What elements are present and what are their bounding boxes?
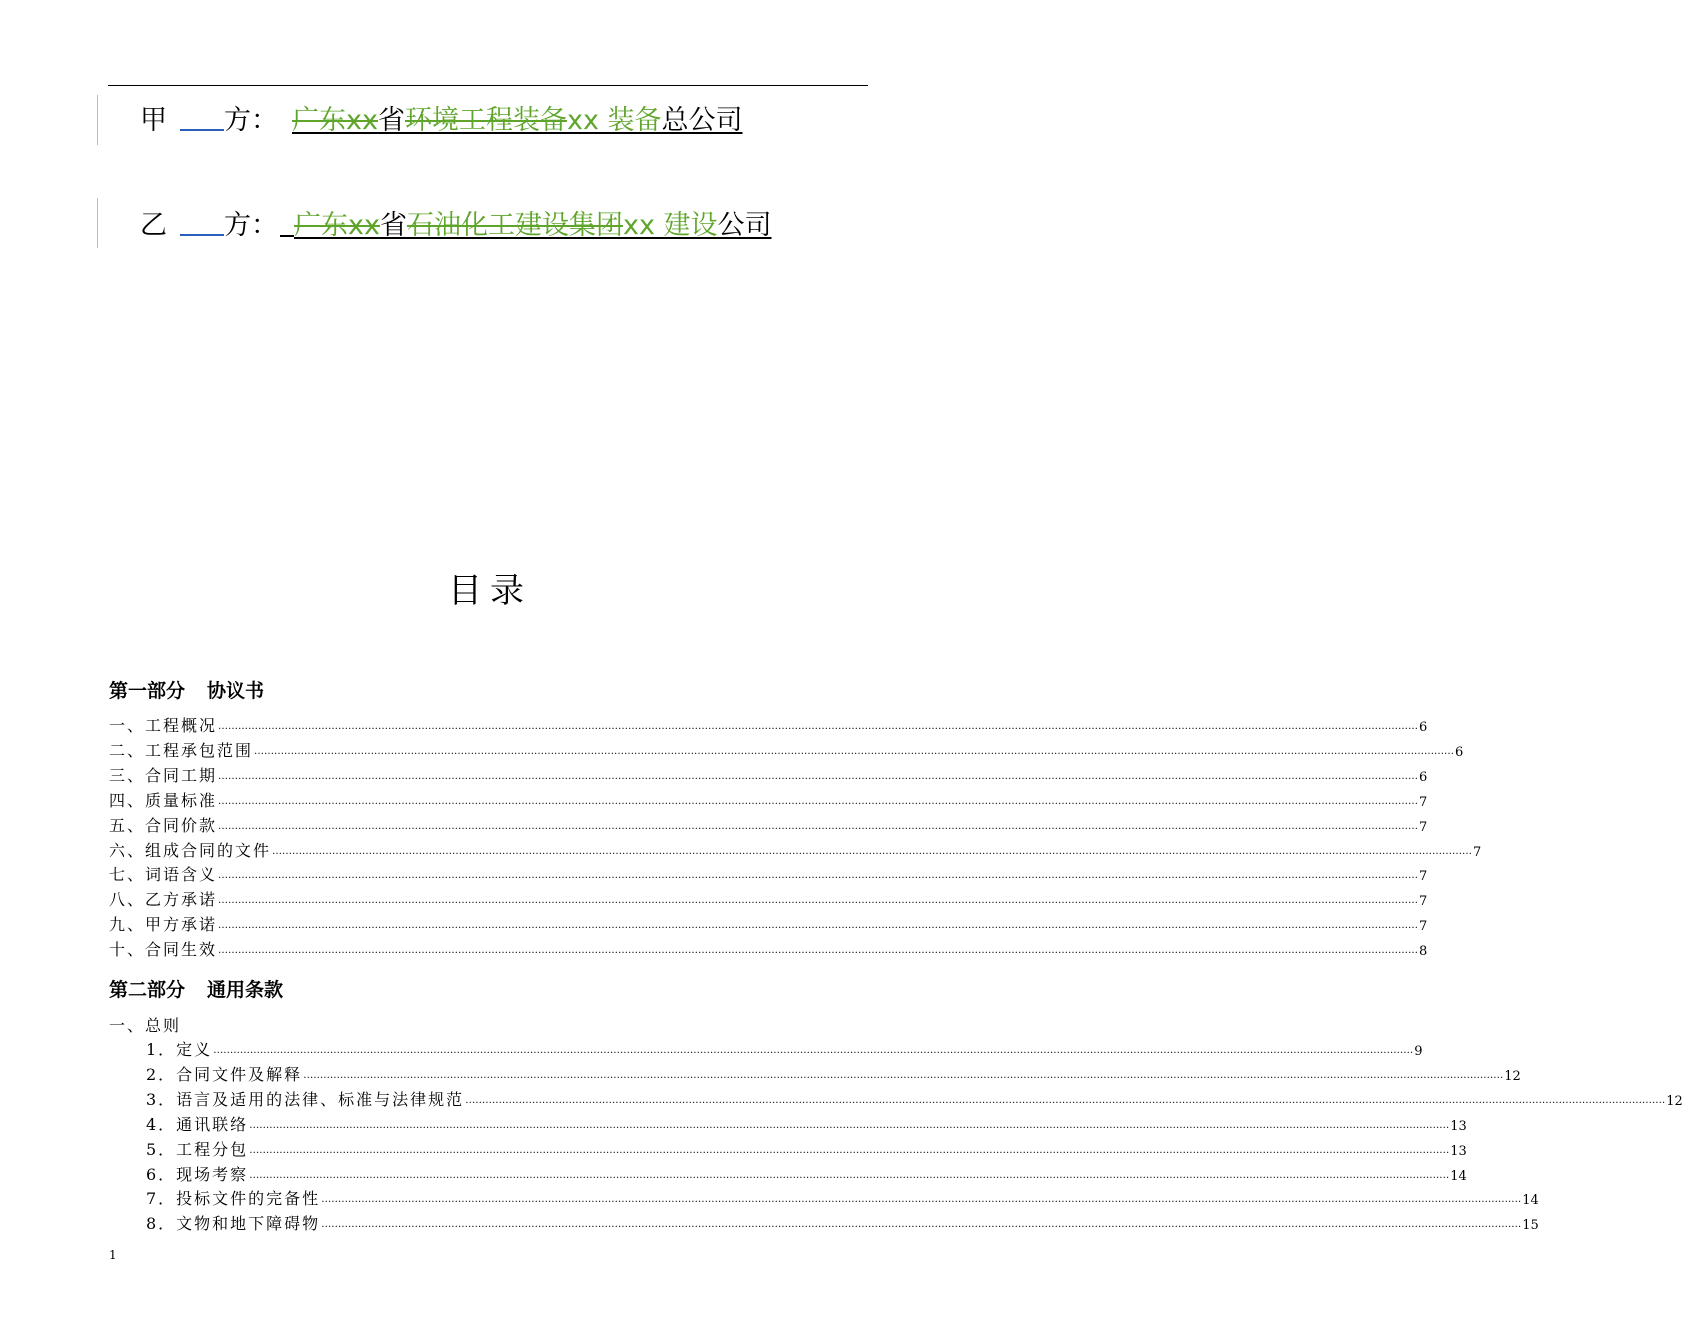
toc-entry-label: 七、词语含义: [109, 865, 218, 885]
toc-entry-label: 3．语言及适用的法律、标准与法律规范: [146, 1089, 465, 1109]
toc-entry-page: 13: [1450, 1143, 1467, 1159]
toc-entry-label: 2．合同文件及解释: [146, 1064, 303, 1084]
toc-entry-label: 1．定义: [146, 1040, 213, 1059]
toc-entry[interactable]: [146, 1187, 1539, 1209]
toc-entry[interactable]: [109, 839, 1482, 861]
toc-entry-label: 十、合同生效: [109, 940, 218, 960]
toc-entry[interactable]: [146, 1138, 1467, 1160]
toc-entry[interactable]: [109, 913, 1428, 935]
toc-entry[interactable]: [146, 1063, 1521, 1085]
toc-entry-page: 6: [1455, 744, 1464, 760]
party-a-province: 省: [377, 105, 405, 136]
toc-entry[interactable]: [146, 1038, 1423, 1060]
toc-leader-dots: ………………………………………………………………………………………………………………………………………………………………………………………………………………………………………………………………………………………………………………………………: [213, 1045, 1414, 1056]
toc-part2-section-general: 一、总则: [109, 1016, 182, 1035]
party-a-line: [140, 103, 743, 139]
toc-entry[interactable]: [109, 863, 1428, 885]
toc-entry[interactable]: [146, 1113, 1467, 1135]
party-b-deleted-3: 石油化工建设集团: [406, 210, 623, 241]
toc-leader-dots: ………………………………………………………………………………………………………………………………………………………………………………………………………………………………………………………………………………………………………………………………: [218, 770, 1419, 782]
toc-entry[interactable]: [109, 888, 1428, 910]
toc-entry-label: 7．投标文件的完备性: [146, 1189, 321, 1209]
toc-leader-dots: ………………………………………………………………………………………………………………………………………………………………………………………………………………………………………………………………………………………………………………………………: [249, 1169, 1450, 1181]
toc-entry[interactable]: [109, 814, 1428, 836]
toc-leader-dots: ………………………………………………………………………………………………………………………………………………………………………………………………………………………………………………………………………………………………………………………………: [218, 895, 1419, 907]
toc-entry-page: 7: [1419, 894, 1428, 910]
toc-entry-label: 5．工程分包: [146, 1139, 249, 1159]
party-a-role: 甲: [140, 105, 167, 136]
top-rule: [108, 85, 868, 86]
party-b-line: [140, 208, 772, 244]
toc-entry-label: 九、甲方承诺: [109, 915, 218, 935]
toc-entry-page: 14: [1450, 1168, 1467, 1184]
toc-entry[interactable]: [146, 1212, 1539, 1234]
party-b-deleted-2: xx: [348, 210, 380, 241]
toc-part1-heading: [109, 676, 264, 703]
toc-entry-page: 8: [1419, 944, 1428, 960]
toc-leader-dots: ………………………………………………………………………………………………………………………………………………………………………………………………………………………………………………………………………………………………………………………………: [249, 1119, 1450, 1131]
toc-entry-label: 三、合同工期: [109, 765, 218, 785]
toc-leader-dots: ………………………………………………………………………………………………………………………………………………………………………………………………………………………………………………………………………………………………………………………………: [272, 845, 1473, 857]
party-b-suffix: 方：: [224, 210, 278, 241]
toc-leader-dots: ………………………………………………………………………………………………………………………………………………………………………………………………………………………………………………………………………………………………………………………………: [254, 745, 1455, 757]
toc-part1-label: 第一部分: [109, 680, 186, 702]
party-a-tail: 总公司: [661, 105, 743, 136]
toc-entry-label: 五、合同价款: [109, 815, 218, 835]
toc-entry-label: 六、组成合同的文件: [109, 840, 272, 860]
party-b-blank: [180, 208, 224, 236]
toc-leader-dots: ………………………………………………………………………………………………………………………………………………………………………………………………………………………………………………………………………………………………………………………………: [218, 945, 1419, 957]
toc-entry[interactable]: [109, 714, 1428, 736]
toc-entry-page: 6: [1419, 769, 1428, 785]
toc-part1-subtitle: 协议书: [207, 680, 265, 702]
party-a-blank: [180, 103, 224, 131]
party-b-province: 省: [379, 210, 407, 241]
toc-leader-dots: ………………………………………………………………………………………………………………………………………………………………………………………………………………………………………………………………………………………………………………………………: [218, 721, 1419, 732]
toc-leader-dots: ………………………………………………………………………………………………………………………………………………………………………………………………………………………………………………………………………………………………………………………………: [321, 1194, 1522, 1206]
party-b-inserted: xx 建设: [622, 210, 718, 241]
party-b-deleted-1: 广东: [294, 210, 348, 241]
toc-entry-page: 7: [1473, 844, 1482, 860]
party-a-deleted-3: 环境工程装备: [404, 105, 567, 136]
toc-entry-label: 八、乙方承诺: [109, 890, 218, 910]
footer-page-number: 1: [109, 1248, 117, 1262]
toc-entry-page: 9: [1414, 1044, 1423, 1059]
party-a-suffix: 方：: [224, 105, 278, 136]
toc-entry[interactable]: [109, 789, 1428, 811]
party-b-lead-underline: [280, 213, 294, 237]
party-a-inserted: xx 装备: [566, 105, 662, 136]
party-b-tail: 公司: [717, 210, 772, 241]
toc-entry-page: 7: [1419, 819, 1428, 835]
party-b-role: 乙: [140, 210, 167, 241]
margin-mark: [97, 198, 98, 248]
toc-leader-dots: ………………………………………………………………………………………………………………………………………………………………………………………………………………………………………………………………………………………………………………………………: [303, 1069, 1504, 1081]
toc-entry-page: 7: [1419, 919, 1428, 935]
margin-mark: [97, 95, 98, 145]
party-a-name: [292, 105, 743, 136]
toc-entry-page: 6: [1419, 720, 1428, 735]
toc-leader-dots: ………………………………………………………………………………………………………………………………………………………………………………………………………………………………………………………………………………………………………………………………: [249, 1144, 1450, 1156]
toc-part2-heading: [109, 975, 283, 1002]
party-a-deleted-1: 广东: [292, 105, 346, 136]
toc-leader-dots: ………………………………………………………………………………………………………………………………………………………………………………………………………………………………………………………………………………………………………………………………: [218, 920, 1419, 932]
toc-part2-label: 第二部分: [109, 979, 186, 1001]
toc-entry-label: 6．现场考察: [146, 1164, 249, 1184]
toc-entry[interactable]: [109, 739, 1464, 761]
toc-entry-label: 8．文物和地下障碍物: [146, 1214, 321, 1234]
toc-leader-dots: ………………………………………………………………………………………………………………………………………………………………………………………………………………………………………………………………………………………………………………………………: [465, 1094, 1666, 1106]
toc-leader-dots: ………………………………………………………………………………………………………………………………………………………………………………………………………………………………………………………………………………………………………………………………: [218, 795, 1419, 807]
toc-leader-dots: ………………………………………………………………………………………………………………………………………………………………………………………………………………………………………………………………………………………………………………………………: [218, 870, 1419, 882]
toc-entry-page: 13: [1450, 1118, 1467, 1134]
toc-entry-page: 15: [1522, 1218, 1539, 1234]
toc-part2-subtitle: 通用条款: [207, 979, 284, 1001]
toc-entry[interactable]: [146, 1163, 1467, 1185]
toc-entry[interactable]: [109, 764, 1428, 786]
toc-title: 目录: [448, 571, 532, 611]
toc-entry-page: 7: [1419, 794, 1428, 810]
toc-entry[interactable]: [146, 1088, 1683, 1110]
toc-entry-label: 一、工程概况: [109, 716, 218, 735]
toc-entry-label: 二、工程承包范围: [109, 740, 254, 760]
toc-entry-page: 7: [1419, 869, 1428, 885]
toc-entry-page: 12: [1504, 1068, 1521, 1084]
toc-entry-label: 4．通讯联络: [146, 1114, 249, 1134]
party-a-deleted-2: xx: [346, 105, 378, 136]
party-b-name: [294, 210, 772, 241]
toc-entry[interactable]: [109, 938, 1428, 960]
toc-entry-label: 四、质量标准: [109, 790, 218, 810]
toc-entry-page: 14: [1522, 1193, 1539, 1209]
toc-leader-dots: ………………………………………………………………………………………………………………………………………………………………………………………………………………………………………………………………………………………………………………………………: [321, 1219, 1522, 1231]
toc-entry-page: 12: [1666, 1093, 1683, 1109]
toc-leader-dots: ………………………………………………………………………………………………………………………………………………………………………………………………………………………………………………………………………………………………………………………………: [218, 820, 1419, 832]
